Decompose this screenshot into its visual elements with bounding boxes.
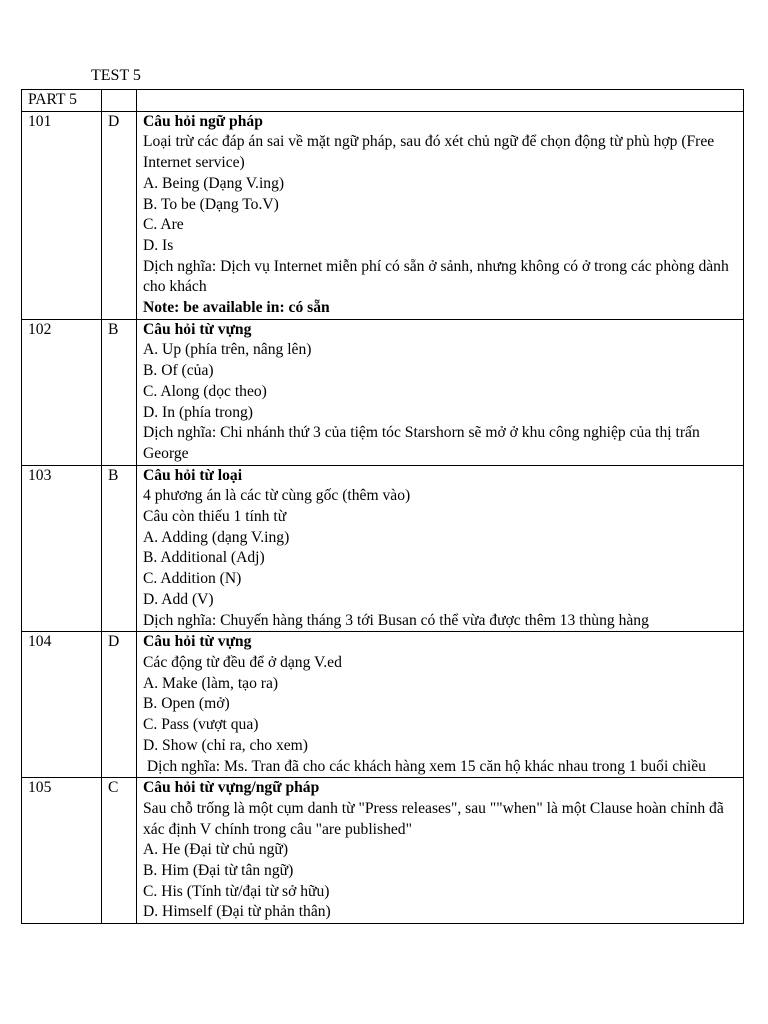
question-number: 105	[22, 778, 102, 924]
option-c: C. Addition (N)	[143, 570, 242, 588]
option-d: D. Himself (Đại từ phản thân)	[143, 903, 331, 921]
explanation-cell	[137, 465, 744, 632]
question-number: 102	[22, 319, 102, 465]
explanation-line: Các động từ đều để ở dạng V.ed	[143, 653, 342, 671]
table-row	[22, 465, 744, 632]
note-line: Note: be available in: có sẵn	[143, 299, 330, 317]
table-row	[22, 778, 744, 924]
option-d: D. In (phía trong)	[143, 403, 253, 421]
answer-letter: C	[102, 778, 137, 924]
table-row	[22, 632, 744, 778]
option-c: C. Pass (vượt qua)	[143, 716, 259, 734]
translation-line: Dịch nghĩa: Chuyến hàng tháng 3 tới Busan có thể vừa được thêm 13 thùng hàng	[143, 611, 649, 629]
answer-letter: B	[102, 319, 137, 465]
question-type-heading: Câu hỏi ngữ pháp	[143, 112, 263, 130]
explanation-line: Câu còn thiếu 1 tính từ	[143, 508, 287, 526]
explanation-cell	[137, 632, 744, 778]
option-a: A. He (Đại từ chủ ngữ)	[143, 841, 289, 859]
question-type-heading: Câu hỏi từ vựng/ngữ pháp	[143, 779, 320, 797]
question-number: 104	[22, 632, 102, 778]
question-number: 101	[22, 111, 102, 319]
option-b: B. Open (mở)	[143, 695, 230, 713]
question-type-heading: Câu hỏi từ loại	[143, 466, 243, 484]
option-a: A. Adding (dạng V.ing)	[143, 528, 290, 546]
answer-table	[21, 89, 744, 924]
option-c: C. Along (dọc theo)	[143, 382, 267, 400]
explanation-line: Sau chỗ trống là một cụm danh từ "Press releases", sau ""when" là một Clause hoàn chỉnh đã xác định V chính trong câu "are published"	[143, 799, 724, 838]
option-a: A. Up (phía trên, nâng lên)	[143, 341, 312, 359]
part-header-row	[22, 90, 744, 112]
option-b: B. To be (Dạng To.V)	[143, 195, 279, 213]
option-c: C. His (Tính từ/đại từ sở hữu)	[143, 882, 330, 900]
question-type-heading: Câu hỏi từ vựng	[143, 633, 252, 651]
explanation-cell	[137, 319, 744, 465]
translation-line: Dịch nghĩa: Ms. Tran đã cho các khách hàng xem 15 căn hộ khác nhau trong 1 buổi chiều	[143, 757, 706, 775]
part-answer-empty	[102, 90, 137, 112]
option-b: B. Additional (Adj)	[143, 549, 265, 567]
option-d: D. Add (V)	[143, 590, 214, 608]
explanation-cell	[137, 778, 744, 924]
table-row	[22, 111, 744, 319]
part-explanation-empty	[137, 90, 744, 112]
translation-line: Dịch nghĩa: Dịch vụ Internet miễn phí có sẵn ở sảnh, nhưng không có ở trong các phòng dành cho khách	[143, 257, 729, 296]
table-row	[22, 319, 744, 465]
question-number: 103	[22, 465, 102, 632]
document-title: TEST 5	[91, 67, 141, 84]
option-b: B. Of (của)	[143, 362, 214, 380]
question-type-heading: Câu hỏi từ vựng	[143, 320, 252, 338]
option-d: D. Is	[143, 236, 174, 254]
explanation-cell	[137, 111, 744, 319]
option-c: C. Are	[143, 216, 184, 234]
option-a: A. Being (Dạng V.ing)	[143, 174, 285, 192]
explanation-line: Loại trừ các đáp án sai về mặt ngữ pháp, sau đó xét chủ ngữ để chọn động từ phù hợp (Free Internet service)	[143, 133, 715, 172]
explanation-line: 4 phương án là các từ cùng gốc (thêm vào)	[143, 487, 411, 505]
translation-line: Dịch nghĩa: Chi nhánh thứ 3 của tiệm tóc Starshorn sẽ mở ở khu công nghiệp của thị trấn George	[143, 424, 700, 462]
option-d: D. Show (chỉ ra, cho xem)	[143, 736, 308, 754]
option-a: A. Make (làm, tạo ra)	[143, 674, 279, 692]
answer-letter: B	[102, 465, 137, 632]
answer-letter: D	[102, 111, 137, 319]
answer-letter: D	[102, 632, 137, 778]
part-label: PART 5	[22, 90, 102, 112]
option-b: B. Him (Đại từ tân ngữ)	[143, 862, 294, 880]
